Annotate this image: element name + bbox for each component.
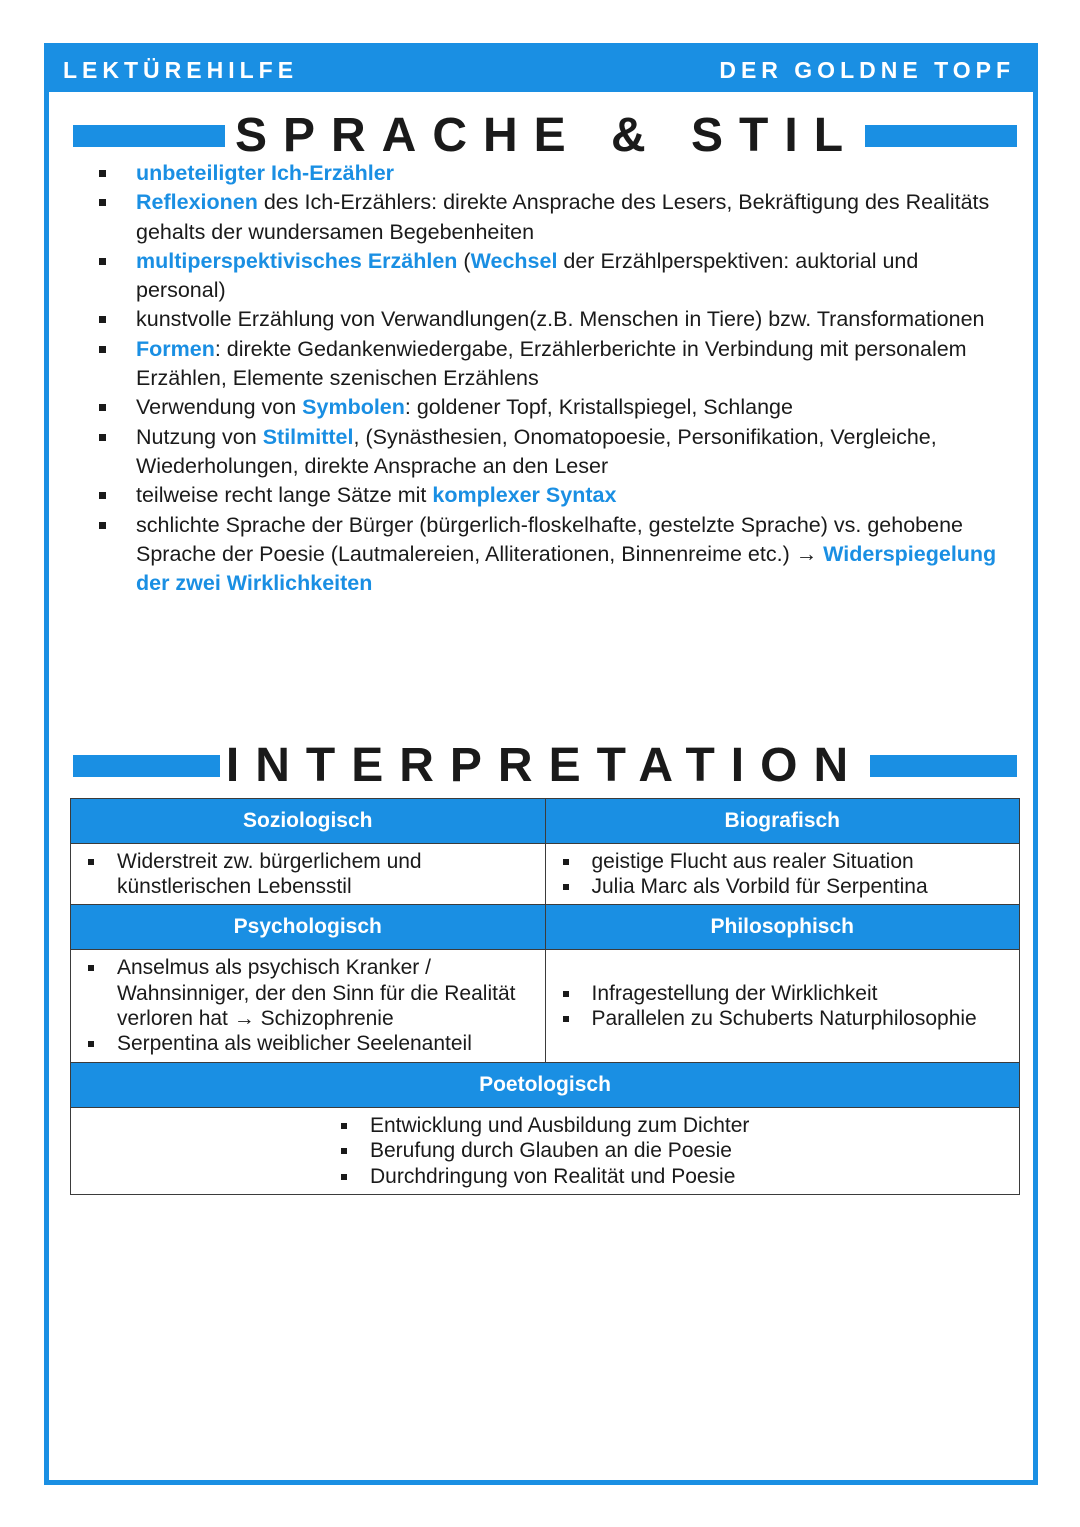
list-item (99, 247, 999, 306)
bullet-list (83, 849, 535, 900)
list-item (99, 159, 999, 188)
list-text: schlichte Sprache der Bürger (bürgerlich-floskelhafte, gestelzte Sprache) vs. gehobene Sprache der Poesie (Lautmalereien, Alliterationen, Binnenreime etc.) → (136, 512, 964, 566)
list-item (99, 305, 999, 334)
section-title: SPRACHE & STIL (234, 109, 860, 162)
table-heading-philosophisch: Philosophisch (545, 905, 1020, 950)
table-heading-poetologisch: Poetologisch (71, 1063, 1020, 1108)
bullet-list (558, 981, 1010, 1032)
table-heading-biografisch: Biografisch (545, 799, 1020, 844)
list-text: des Ich-Erzählers: direkte Ansprache des Lesers, Bekräftigung des Realitäts gehalts der wundersamen Begebenheiten (136, 190, 990, 244)
header-bar (49, 48, 1033, 92)
heading-bar-right (865, 125, 1017, 147)
list-item: Berufung durch Glauben an die Poesie (336, 1138, 756, 1163)
list-item: Parallelen zu Schuberts Naturphilosophie (558, 1006, 1010, 1031)
list-item: Serpentina als weiblicher Seelenanteil (83, 1031, 535, 1056)
bullet-list (558, 849, 1010, 900)
page-frame (44, 43, 1038, 1485)
section-heading-sprache-stil (73, 108, 1017, 163)
list-item: Entwicklung und Ausbildung zum Dichter (336, 1113, 756, 1138)
highlighted-term: Widerspiegelung der zwei Wirklichkeiten (136, 541, 997, 596)
list-item (99, 335, 999, 394)
list-item: Infragestellung der Wirklichkeit (558, 981, 1010, 1006)
highlighted-term: Wechsel (470, 248, 558, 273)
list-text: kunstvolle Erzählung von Verwandlungen(z.B. Menschen in Tiere) bzw. Transformationen (136, 307, 985, 332)
heading-bar-left (73, 755, 220, 777)
list-item (99, 188, 999, 247)
list-item: Durchdringung von Realität und Poesie (336, 1164, 756, 1189)
list-item (99, 481, 999, 510)
header-left-title: LEKTÜREHILFE (63, 56, 299, 83)
interpretation-table (70, 798, 1020, 1195)
table-heading-psychologisch: Psychologisch (71, 905, 546, 950)
table-cell-philosophisch (545, 950, 1020, 1063)
section-title: INTERPRETATION (225, 739, 865, 792)
list-text: teilweise recht lange Sätze mit (136, 483, 433, 508)
bullet-list (83, 955, 535, 1056)
sprache-stil-list (99, 159, 999, 598)
highlighted-term: Symbolen (302, 395, 405, 420)
list-text: ( (457, 248, 471, 273)
list-item (99, 511, 999, 599)
list-item: geistige Flucht aus realer Situation (558, 849, 1010, 874)
header-right-title: DER GOLDNE TOPF (719, 56, 1015, 83)
highlighted-term: komplexer Syntax (432, 483, 617, 508)
table-cell-poetologisch (71, 1108, 1020, 1195)
table-cell-psychologisch (71, 950, 546, 1063)
list-item (99, 423, 999, 482)
list-text: Verwendung von (136, 395, 303, 420)
list-text: Nutzung von (136, 424, 263, 449)
list-text: der Erzählperspektiven: auktorial und personal) (136, 248, 919, 303)
list-item: Julia Marc als Vorbild für Serpentina (558, 874, 1010, 899)
heading-bar-left (73, 125, 225, 147)
list-item (99, 393, 999, 422)
highlighted-term: multiperspektivisches Erzählen (136, 248, 458, 273)
heading-bar-right (870, 755, 1017, 777)
bullet-list (336, 1113, 756, 1189)
section-heading-interpretation (73, 738, 1017, 793)
list-text: : goldener Topf, Kristallspiegel, Schlange (404, 395, 793, 420)
highlighted-term: unbeteiligter Ich-Erzähler (136, 161, 395, 185)
list-item: Anselmus als psychisch Kranker / Wahnsinniger, der den Sinn für die Realität verloren hat → Schizophrenie (83, 955, 535, 1031)
list-text: : direkte Gedankenwiedergabe, Erzählerberichte in Verbindung mit personalem Erzählen, Elemente szenischen Erzählens (136, 336, 967, 391)
table-cell-soziologisch (71, 844, 546, 905)
highlighted-term: Formen (136, 336, 215, 361)
highlighted-term: Reflexionen (136, 190, 258, 215)
list-item: Widerstreit zw. bürgerlichem und künstlerischen Lebensstil (83, 849, 535, 900)
table-cell-biografisch (545, 844, 1020, 905)
table-heading-soziologisch: Soziologisch (71, 799, 546, 844)
highlighted-term: Stilmittel (262, 424, 354, 449)
list-text: , (Synästhesien, Onomatopoesie, Personifikation, Vergleiche, Wiederholungen, direkte Ansprache an den Leser (136, 424, 937, 478)
